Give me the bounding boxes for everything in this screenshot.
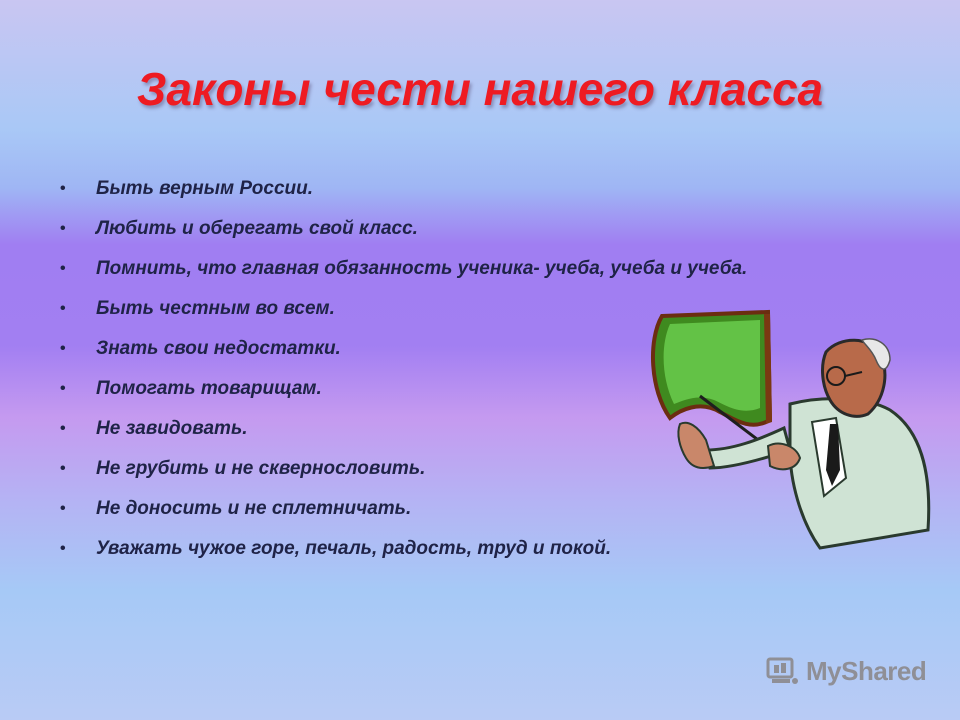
bullet-marker: • — [60, 300, 66, 317]
bullet-marker: • — [60, 380, 66, 397]
rule-text: Любить и оберегать свой класс. — [96, 218, 418, 239]
rule-text: Не грубить и не сквернословить. — [96, 458, 426, 479]
list-item — [60, 178, 747, 218]
chalkboard — [653, 312, 772, 425]
rule-text: Знать свои недостатки. — [96, 338, 341, 359]
teacher-illustration — [640, 300, 940, 560]
slide-title: Законы чести нашего класса — [136, 63, 824, 115]
rule-text: Быть честным во всем. — [96, 298, 335, 319]
mycomputer-logo-icon — [766, 657, 800, 687]
bullet-marker: • — [60, 180, 66, 197]
rule-text: Уважать чужое горе, печаль, радость, труд и покой. — [96, 538, 612, 559]
rule-text: Не завидовать. — [96, 418, 248, 439]
rule-text: Помнить, что главная обязанность ученика- учеба, учеба и учеба. — [96, 258, 748, 279]
bullet-marker: • — [60, 540, 66, 557]
list-item — [60, 218, 747, 258]
bullet-marker: • — [60, 340, 66, 357]
watermark-text: MyShared — [806, 656, 927, 686]
bullet-marker: • — [60, 460, 66, 477]
bullet-marker: • — [60, 420, 66, 437]
rule-text: Не доносить и не сплетничать. — [96, 498, 412, 519]
watermark — [766, 656, 926, 687]
bullet-marker: • — [60, 220, 66, 237]
bullet-marker: • — [60, 500, 66, 517]
bullet-marker: • — [60, 260, 66, 277]
rule-text: Помогать товарищам. — [96, 378, 322, 399]
rule-text: Быть верным России. — [96, 178, 313, 199]
list-item — [60, 258, 747, 298]
